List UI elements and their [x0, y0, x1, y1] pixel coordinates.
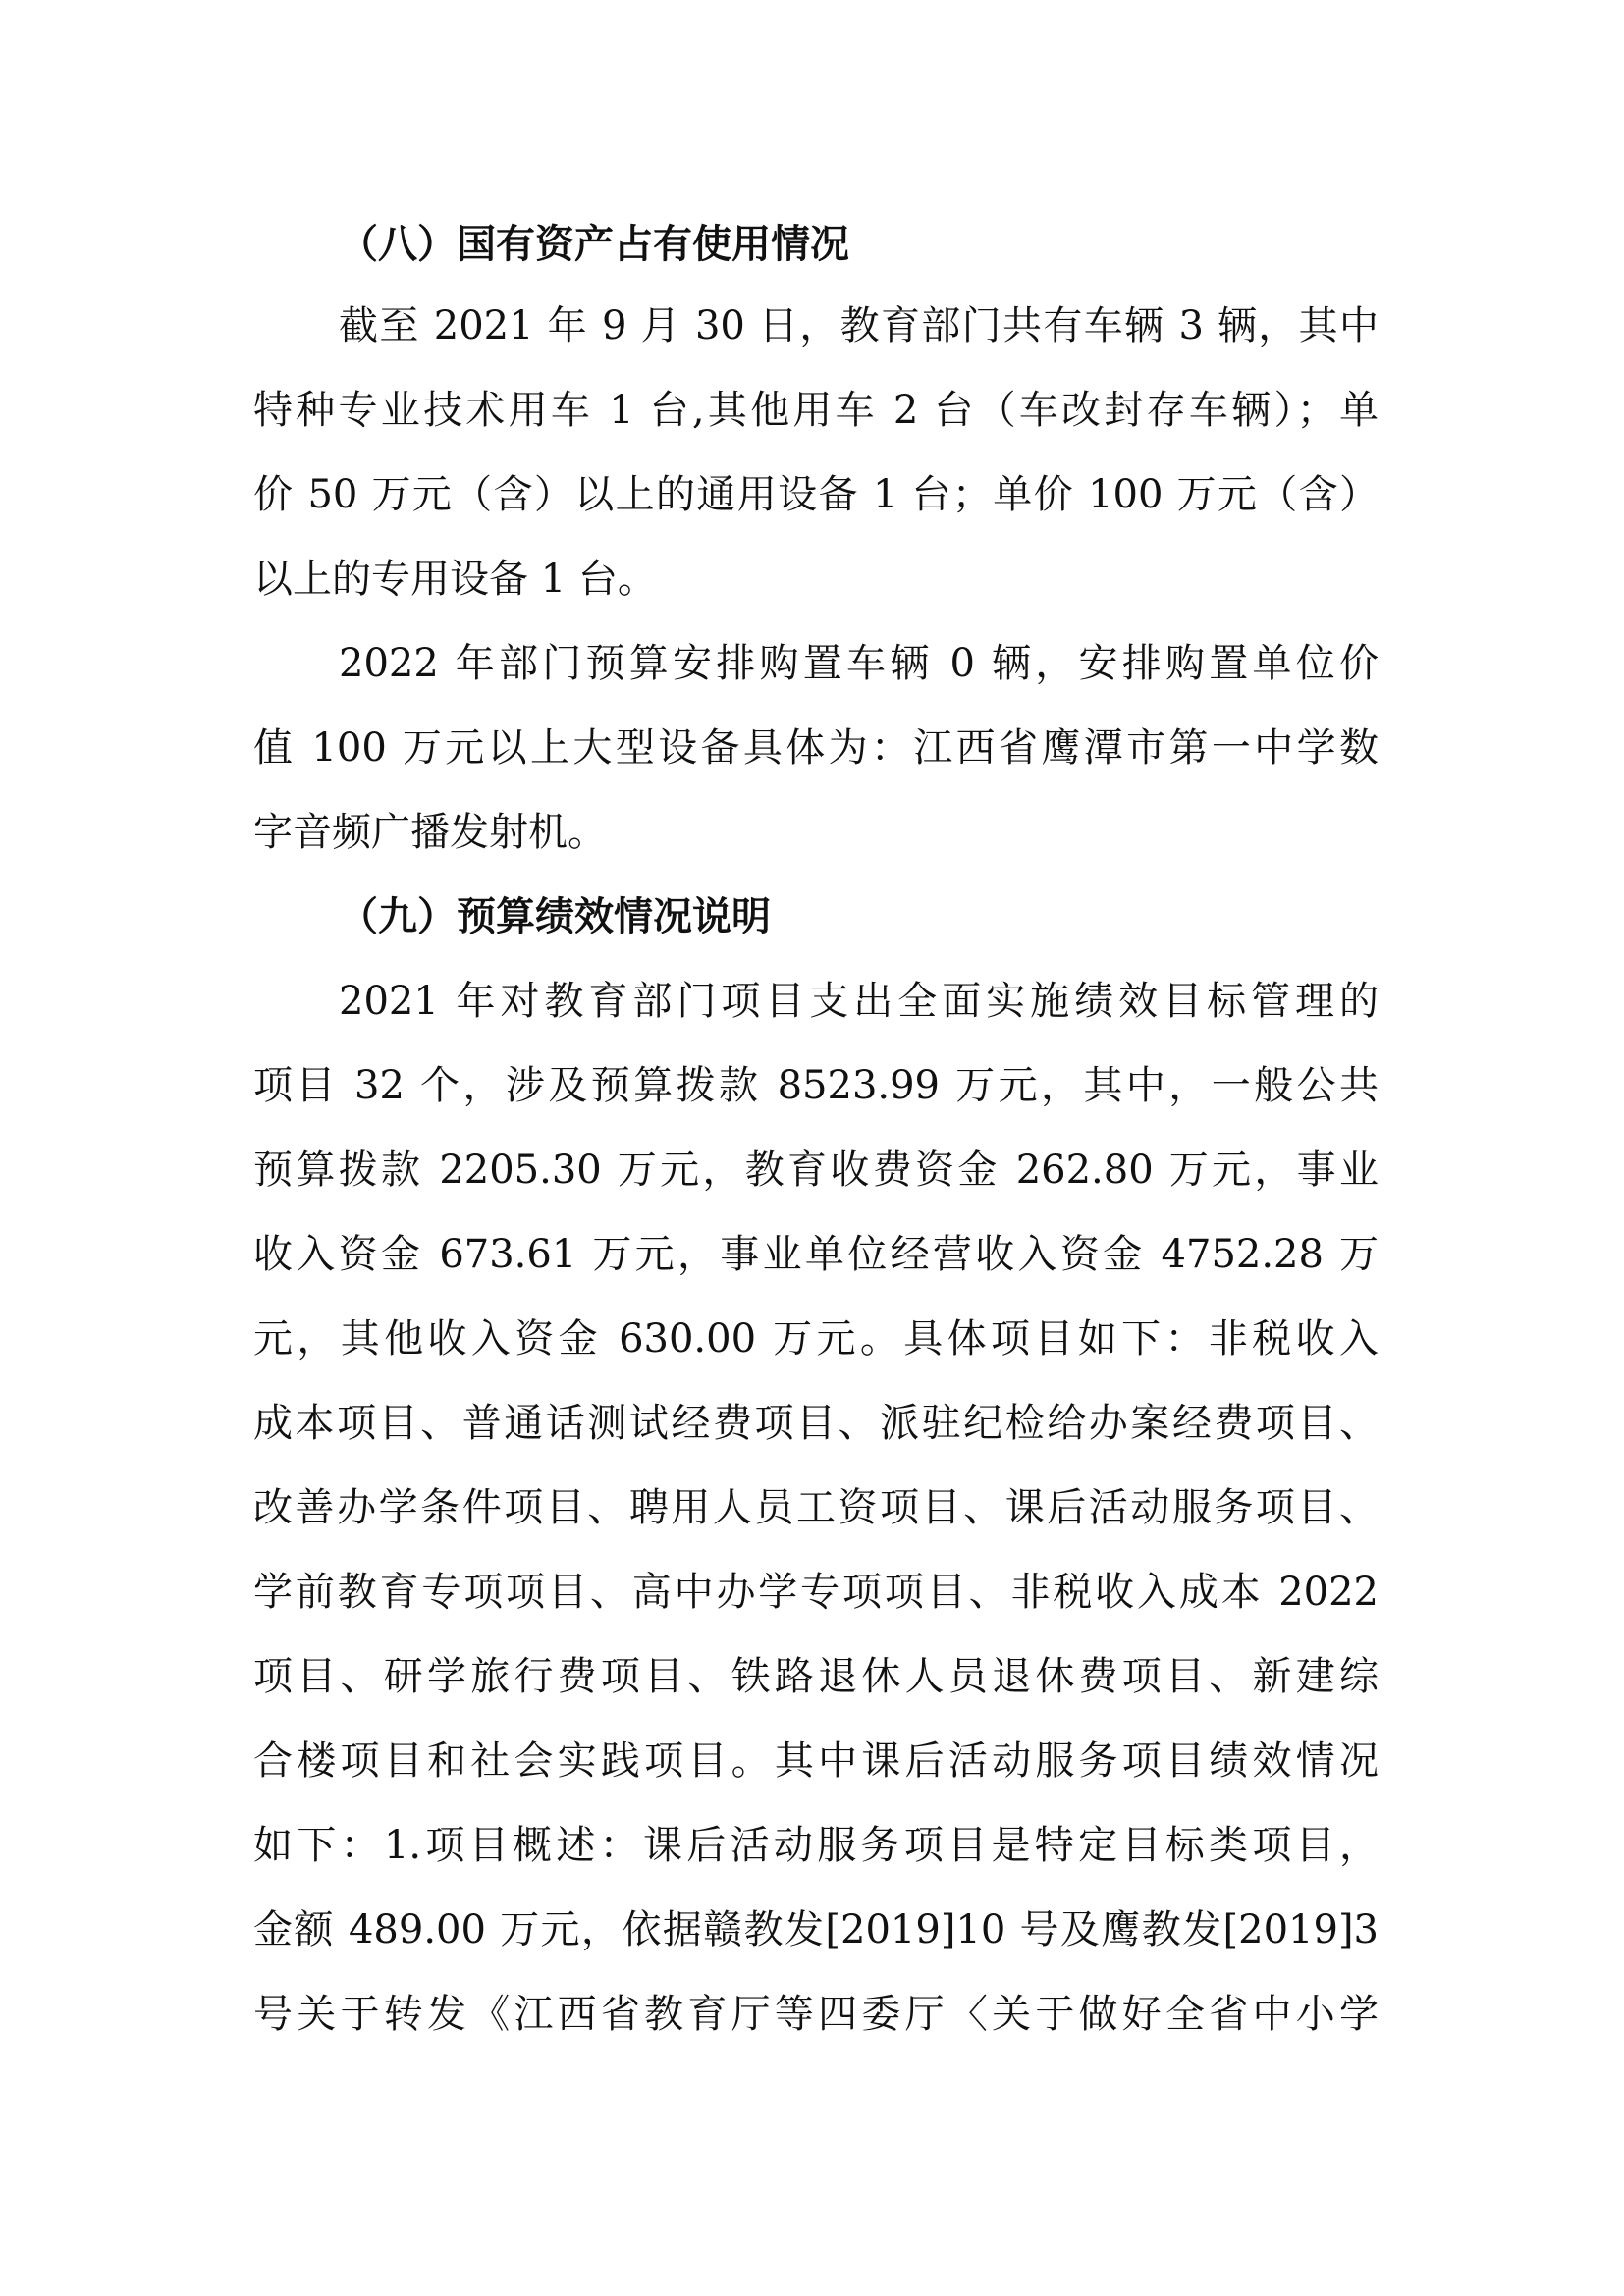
text-line: 学前教育专项项目、高中办学专项项目、非税收入成本 2022 — [253, 1570, 1379, 1615]
text-line: 改善办学条件项目、聘用人员工资项目、课后活动服务项目、 — [253, 1485, 1379, 1530]
text-line: 价 50 万元（含）以上的通用设备 1 台；单价 100 万元（含） — [253, 472, 1379, 517]
text-line: 如下：1.项目概述：课后活动服务项目是特定目标类项目， — [253, 1823, 1379, 1868]
text-line: 金额 489.00 万元，依据赣教发[2019]10 号及鹰教发[2019]3 — [253, 1907, 1379, 1952]
text-line: 特种专业技术用车 1 台,其他用车 2 台（车改封存车辆）；单 — [253, 388, 1379, 433]
section-heading-9: （九）预算绩效情况说明 — [339, 894, 771, 939]
text-line: 项目、研学旅行费项目、铁路退休人员退休费项目、新建综 — [253, 1654, 1379, 1699]
text-line: 字音频广播发射机。 — [253, 810, 607, 855]
text-line: 收入资金 673.61 万元，事业单位经营收入资金 4752.28 万 — [253, 1232, 1379, 1277]
text-line: 预算拨款 2205.30 万元，教育收费资金 262.80 万元，事业 — [253, 1148, 1379, 1193]
text-line: 2022 年部门预算安排购置车辆 0 辆，安排购置单位价 — [339, 641, 1379, 686]
text-line: 号关于转发《江西省教育厅等四委厅〈关于做好全省中小学 — [253, 1992, 1379, 2037]
text-line: 2021 年对教育部门项目支出全面实施绩效目标管理的 — [339, 979, 1379, 1024]
text-line: 项目 32 个，涉及预算拨款 8523.99 万元，其中，一般公共 — [253, 1063, 1379, 1108]
text-line: 值 100 万元以上大型设备具体为：江西省鹰潭市第一中学数 — [253, 725, 1379, 771]
text-line: 截至 2021 年 9 月 30 日，教育部门共有车辆 3 辆，其中 — [339, 303, 1379, 348]
text-line: 合楼项目和社会实践项目。其中课后活动服务项目绩效情况 — [253, 1738, 1379, 1784]
text-line: 元，其他收入资金 630.00 万元。具体项目如下：非税收入 — [253, 1316, 1379, 1362]
text-line: 成本项目、普通话测试经费项目、派驻纪检给办案经费项目、 — [253, 1401, 1379, 1446]
text-line: 以上的专用设备 1 台。 — [253, 557, 657, 602]
section-heading-8: （八）国有资产占有使用情况 — [339, 222, 849, 267]
